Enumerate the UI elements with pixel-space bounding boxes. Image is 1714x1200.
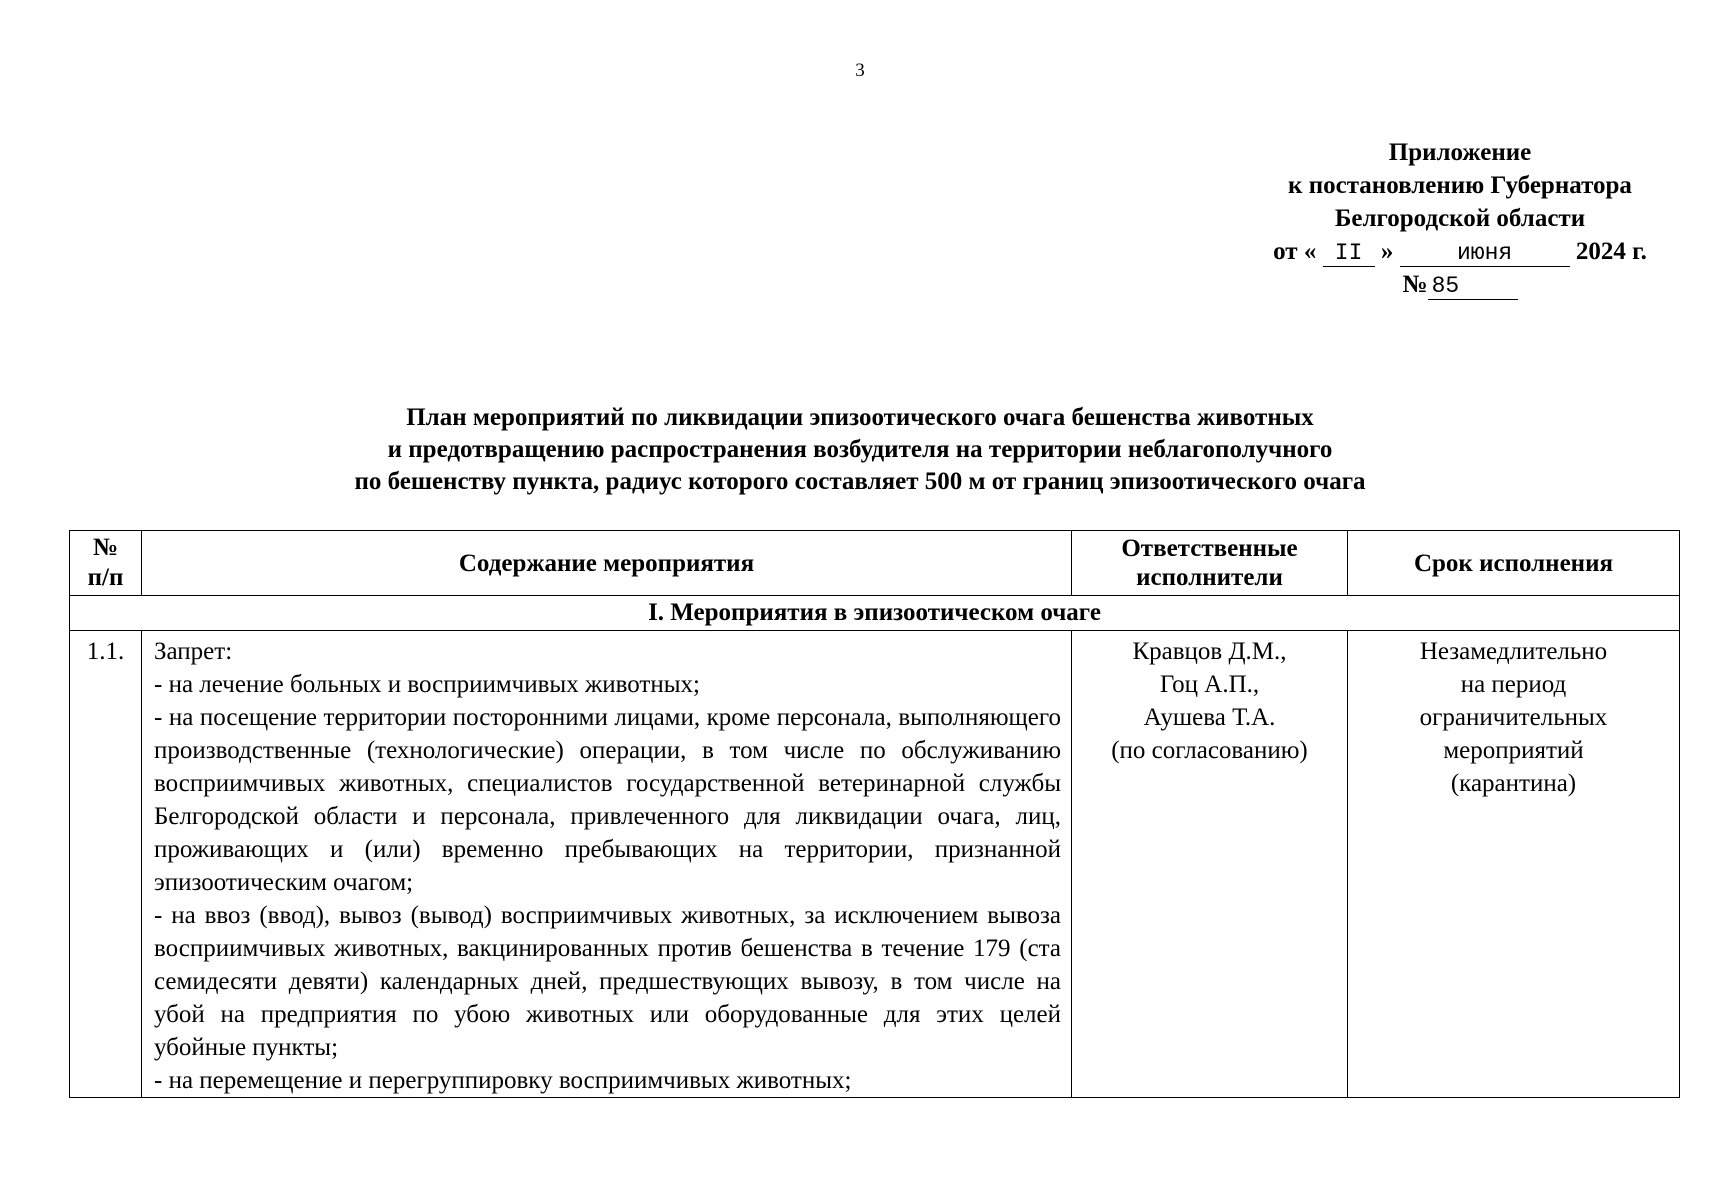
- responsible-person: Аушева Т.А.: [1143, 704, 1276, 731]
- header-number-line-2: п/п: [87, 564, 124, 591]
- responsible-note: (по согласованию): [1111, 737, 1308, 764]
- measures-table: [69, 530, 1680, 1098]
- appendix-heading: Приложение: [1388, 139, 1532, 166]
- content-paragraph: - на посещение территории посторонними лицами, кроме персонала, выполняющего производственные (технологические) операции, в том числе по обслуживанию восприимчивых животных, специалистов государственной ветеринарной службы Белгородской области и персонала, привлеченного для ликвидации очага, лиц, проживающих и (или) временно пребывающих на территории, признанной эпизоотическим очагом;: [154, 704, 1061, 896]
- row-responsible: [1072, 631, 1348, 1098]
- section-title: I. Мероприятия в эпизоотическом очаге: [70, 596, 1680, 631]
- header-number-line-1: №: [92, 534, 119, 561]
- header-responsible-line-1: Ответственные: [1121, 535, 1298, 562]
- date-year: 2024 г.: [1575, 238, 1647, 265]
- row-number: 1.1.: [70, 631, 142, 1098]
- deadline-line: мероприятий: [1443, 737, 1584, 764]
- header-responsible-line-2: исполнители: [1136, 564, 1283, 591]
- page-number: 3: [855, 60, 865, 81]
- section-row: [70, 596, 1680, 631]
- content-paragraph: - на перемещение и перегруппировку восприимчивых животных;: [154, 1067, 852, 1094]
- header-responsible: [1072, 531, 1348, 596]
- table-header-row: [70, 531, 1680, 596]
- responsible-person: Гоц А.П.,: [1159, 671, 1260, 698]
- deadline-line: (карантина): [1450, 770, 1577, 797]
- title-line-1: План мероприятий по ликвидации эпизоотического очага бешенства животных: [406, 404, 1314, 431]
- title-line-2: и предотвращению распространения возбудителя на территории неблагополучного: [387, 436, 1333, 463]
- header-deadline: Срок исполнения: [1348, 531, 1680, 596]
- row-content: [142, 631, 1072, 1098]
- content-paragraph: - на лечение больных и восприимчивых животных;: [154, 671, 700, 698]
- title-line-3: по бешенству пункта, радиус которого составляет 500 м от границ эпизоотического очага: [354, 468, 1366, 495]
- appendix-number-line: [1200, 268, 1714, 301]
- deadline-line: Незамедлительно: [1419, 638, 1608, 665]
- deadline-line: на период: [1460, 671, 1567, 698]
- header-number: [70, 531, 142, 596]
- appendix-date-line: [1200, 235, 1714, 268]
- table-row: [70, 631, 1680, 1098]
- appendix-region-line: Белгородской области: [1334, 205, 1586, 232]
- responsible-person: Кравцов Д.М.,: [1132, 638, 1287, 665]
- appendix-block: [1200, 136, 1714, 301]
- date-prefix: от «: [1273, 238, 1317, 265]
- date-day: II: [1323, 240, 1375, 267]
- content-paragraph: Запрет:: [154, 638, 233, 665]
- row-deadline: [1348, 631, 1680, 1098]
- content-paragraph: - на ввоз (ввод), вывоз (вывод) восприимчивых животных, за исключением вывоза восприимчивых животных, вакцинированных против бешенства в течение 179 (ста семидесяти девяти) календарных дней, предшествующих вывозу, в том числе на убой на предприятия по убою животных или оборудованные для этих целей убойные пункты;: [154, 902, 1061, 1061]
- document-title: [140, 402, 1580, 498]
- appendix-decree-line: к постановлению Губернатора: [1288, 172, 1632, 199]
- decree-number: 85: [1428, 273, 1518, 300]
- date-month: июня: [1400, 240, 1570, 267]
- number-prefix: №: [1402, 271, 1428, 298]
- header-content: Содержание мероприятия: [142, 531, 1072, 596]
- date-quote-close: »: [1380, 238, 1394, 265]
- deadline-line: ограничительных: [1419, 704, 1608, 731]
